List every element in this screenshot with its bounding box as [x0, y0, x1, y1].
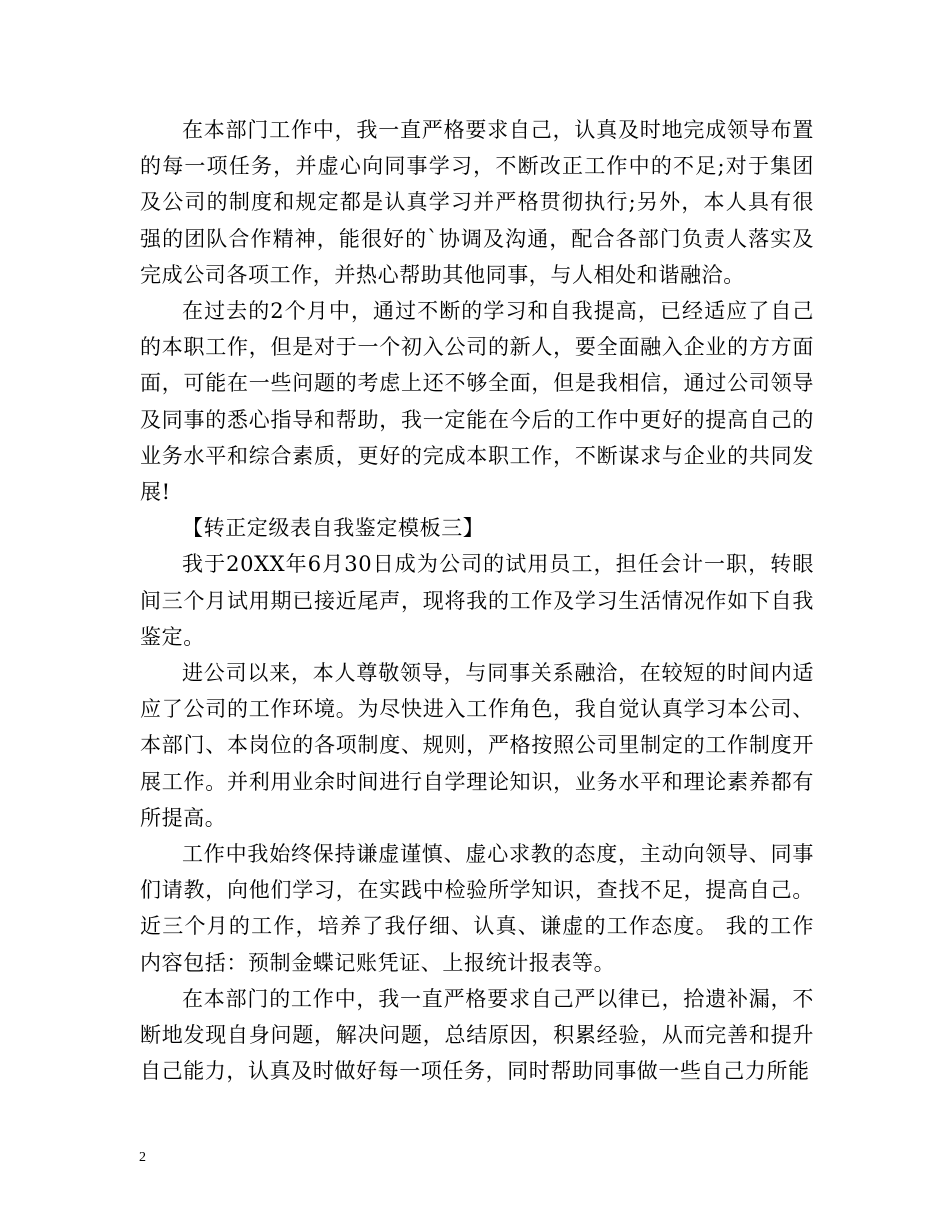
paragraph-adaptation: 进公司以来，本人尊敬领导，与同事关系融洽，在较短的时间内适应了公司的工作环境。为尽快进入工作角色，我自觉认真学习本公司、本部门、本岗位的各项制度、规则，严格按照公司里制定的工作制度开展工作。并利用业余时间进行自学理论知识，业务水平和理论素养都有所提高。 [140, 661, 814, 830]
section-title: 【转正定级表自我鉴定模板三】 [182, 516, 485, 541]
paragraph-intro: 我于20XX年6月30日成为公司的试用员工，担任会计一职，转眼间三个月试用期已接近尾声，现将我的工作及学习生活情况作如下自我鉴定。 [140, 552, 814, 649]
page-number: 2 [139, 1150, 146, 1165]
document-body [140, 112, 814, 1089]
paragraph-work-attitude: 在本部门工作中，我一直严格要求自己，认真及时地完成领导布置的每一项任务，并虚心向同事学习，不断改正工作中的不足;对于集团及公司的制度和规定都是认真学习并严格贯彻执行;另外，本人具有很强的团队合作精神，能很好的`协调及沟通，配合各部门负责人落实及完成公司各项工作，并热心帮助其他同事，与人相处和谐融洽。 [140, 118, 814, 287]
paragraph-self-improvement: 在本部门的工作中，我一直严格要求自己严以律已，拾遗补漏，不断地发现自身问题，解决问题，总结原因，积累经验，从而完善和提升自己能力，认真及时做好每一项任务，同时帮助同事做一些自己力所能 [140, 986, 814, 1084]
paragraph-work-content: 工作中我始终保持谦虚谨慎、虚心求教的态度，主动向领导、同事们请教，向他们学习，在实践中检验所学知识，查找不足，提高自己。近三个月的工作，培养了我仔细、认真、谦虚的工作态度。 我的工作内容包括：预制金蝶记账凭证、上报统计报表等。 [140, 842, 814, 975]
paragraph-two-months-summary: 在过去的2个月中，通过不断的学习和自我提高，已经适应了自己的本职工作，但是对于一个初入公司的新人，要全面融入企业的方方面面，可能在一些问题的考虑上还不够全面，但是我相信，通过公司领导及同事的悉心指导和帮助，我一定能在今后的工作中更好的提高自己的业务水平和综合素质，更好的完成本职工作，不断谋求与企业的共同发展! [140, 299, 814, 505]
